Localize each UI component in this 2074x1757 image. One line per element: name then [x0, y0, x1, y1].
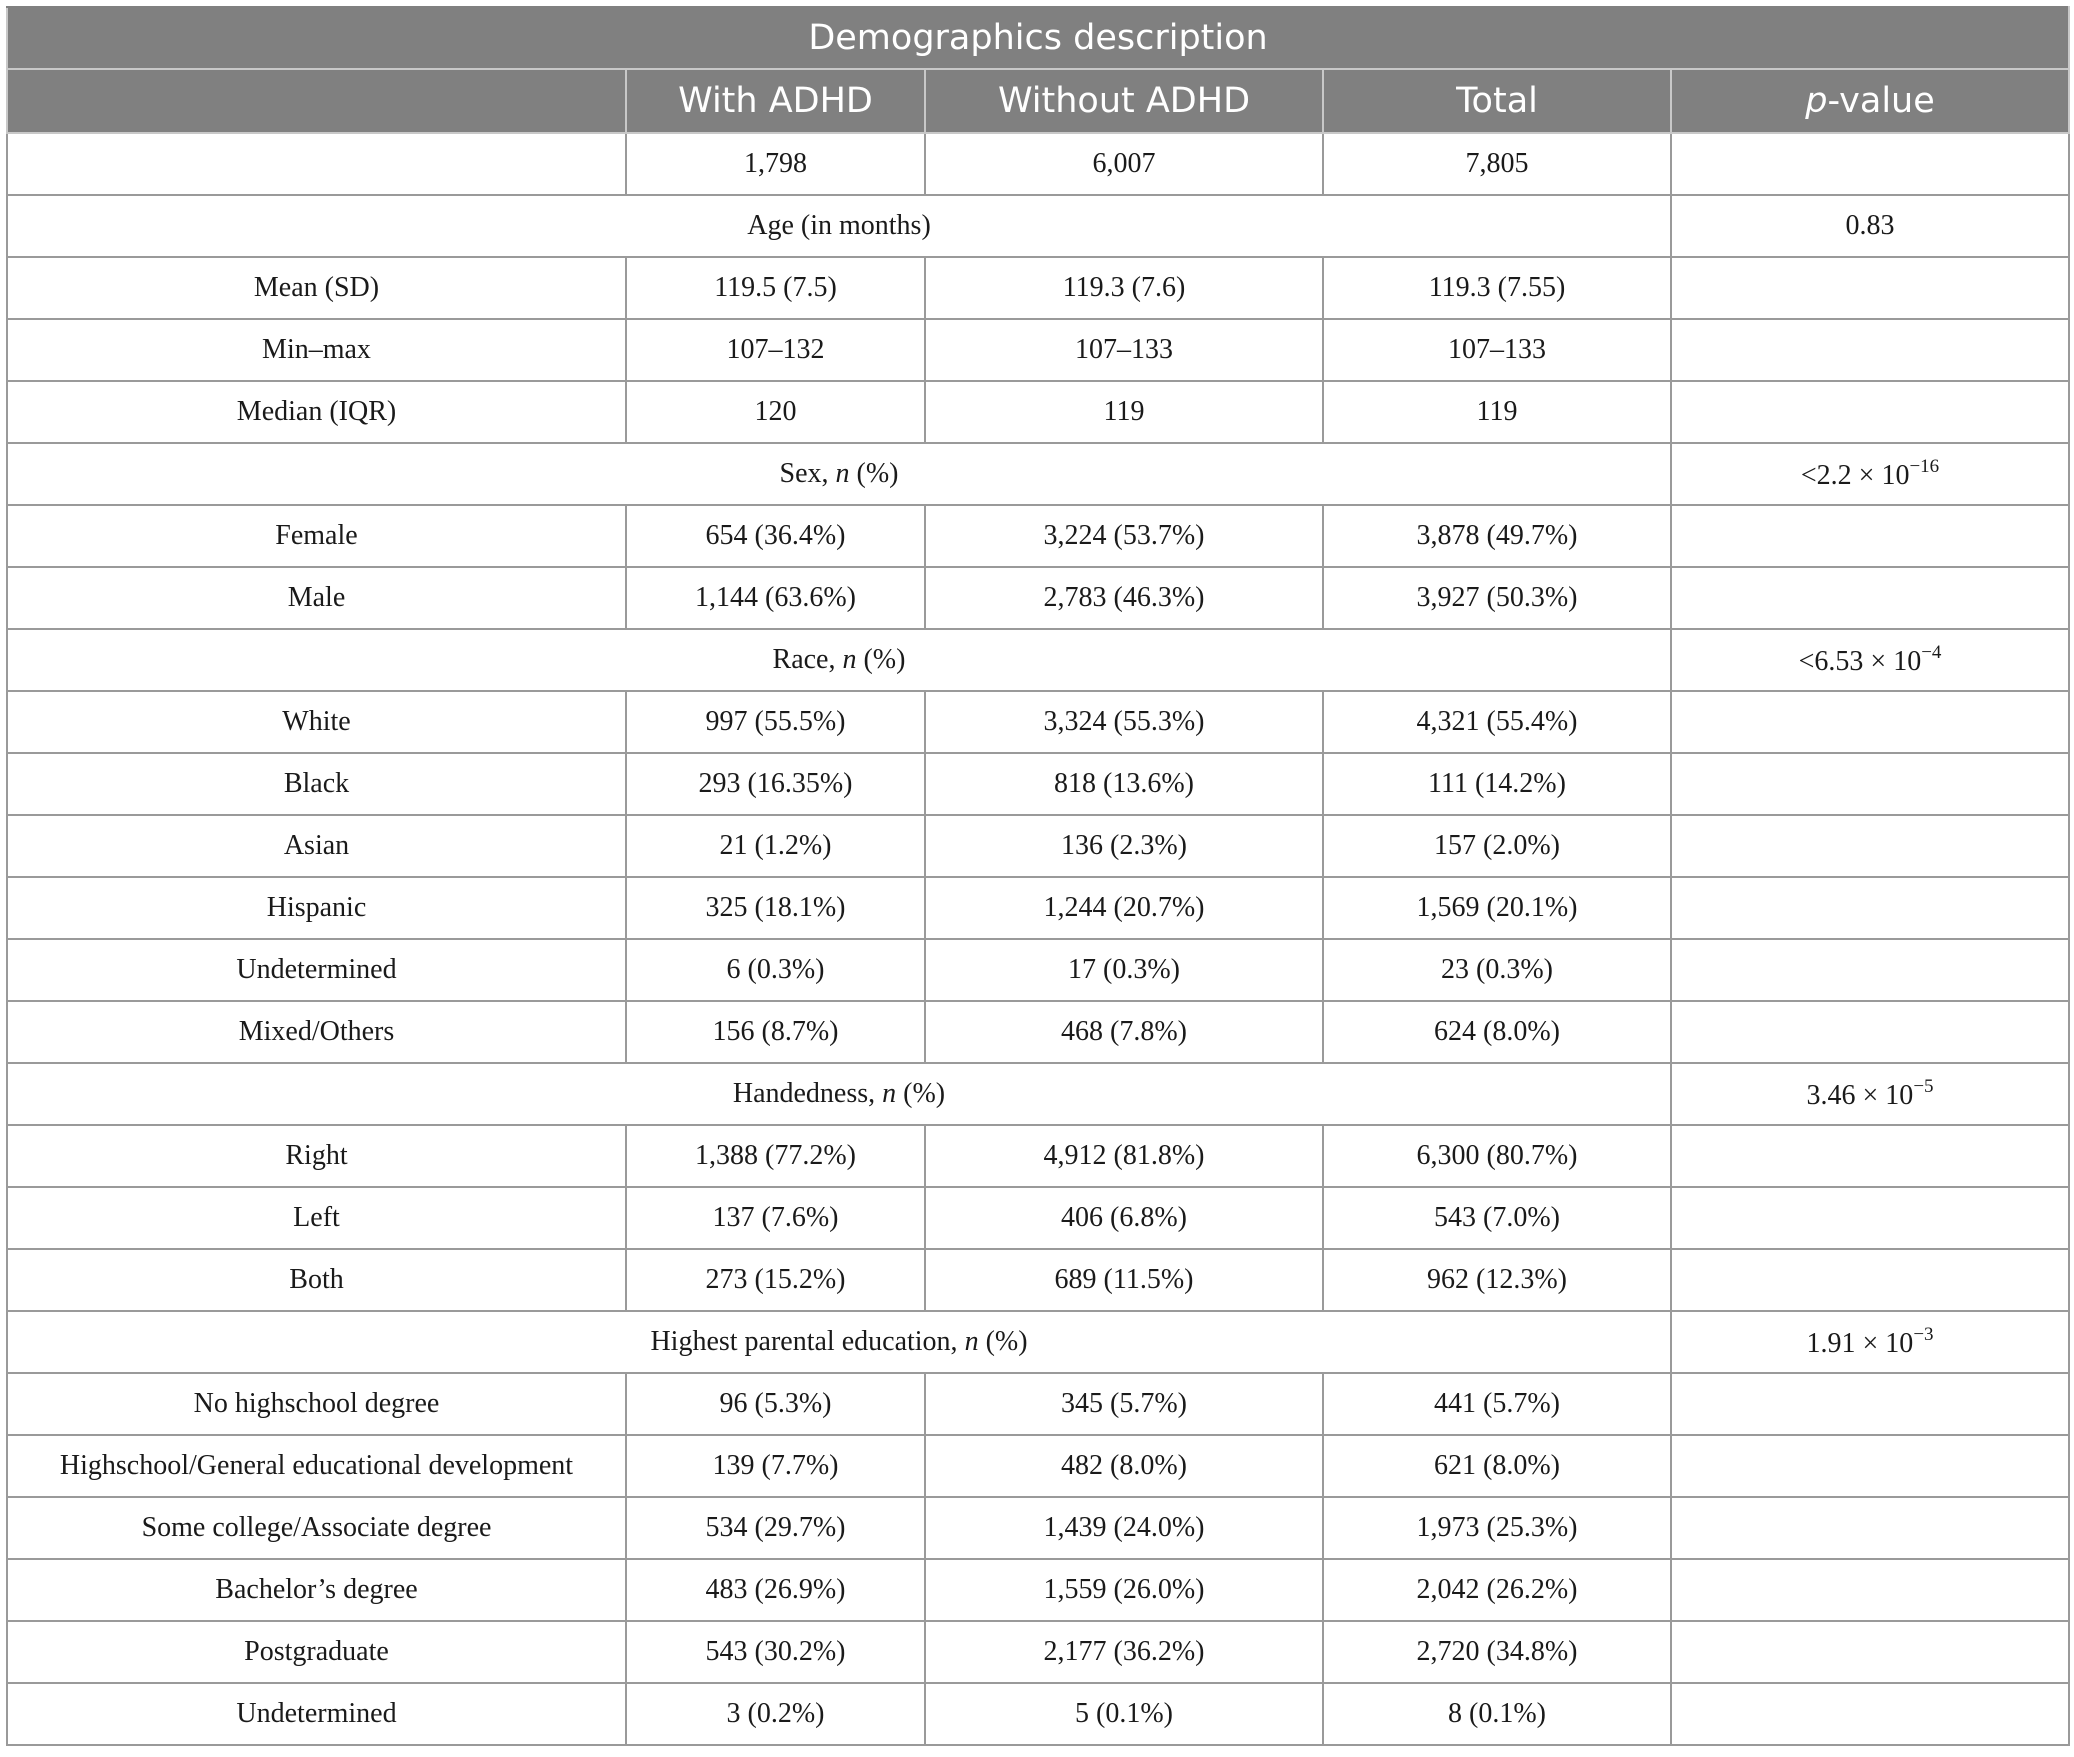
count-label-cell [7, 133, 626, 195]
cell-with-adhd: 543 (30.2%) [626, 1621, 925, 1683]
section-label [7, 629, 1671, 691]
cell-total: 2,720 (34.8%) [1323, 1621, 1671, 1683]
cell-without-adhd: 345 (5.7%) [925, 1373, 1323, 1435]
cell-without-adhd: 482 (8.0%) [925, 1435, 1323, 1497]
section-label-text: Age (in months) [747, 210, 931, 241]
table-row [7, 1187, 2069, 1249]
cell-total: 111 (14.2%) [1323, 753, 1671, 815]
table-row [7, 1125, 2069, 1187]
cell-with-adhd: 96 (5.3%) [626, 1373, 925, 1435]
cell-without-adhd: 4,912 (81.8%) [925, 1125, 1323, 1187]
row-label: No highschool degree [7, 1373, 626, 1435]
row-label: Bachelor’s degree [7, 1559, 626, 1621]
cell-without-adhd: 3,324 (55.3%) [925, 691, 1323, 753]
p-value: 0.83 [1845, 210, 1895, 241]
table-title: Demographics description [7, 7, 2069, 69]
table-row [7, 753, 2069, 815]
row-label: Both [7, 1249, 626, 1311]
row-label: Highschool/General educational development [7, 1435, 626, 1497]
table-row [7, 877, 2069, 939]
section-label-text: Race, [772, 644, 836, 675]
cell-without-adhd: 2,783 (46.3%) [925, 567, 1323, 629]
table-row [7, 1559, 2069, 1621]
cell-with-adhd: 137 (7.6%) [626, 1187, 925, 1249]
count-without-adhd: 6,007 [925, 133, 1323, 195]
p-value-exponent: −4 [1921, 642, 1942, 663]
cell-without-adhd: 119.3 (7.6) [925, 257, 1323, 319]
section-label-suffix: (%) [903, 1078, 946, 1109]
cell-with-adhd: 654 (36.4%) [626, 505, 925, 567]
cell-with-adhd: 483 (26.9%) [626, 1559, 925, 1621]
table-row [7, 1373, 2069, 1435]
cell-with-adhd: 21 (1.2%) [626, 815, 925, 877]
table-row [7, 815, 2069, 877]
row-label: Black [7, 753, 626, 815]
row-label: Female [7, 505, 626, 567]
p-value-cell [1671, 1311, 2069, 1373]
row-label: Hispanic [7, 877, 626, 939]
cell-with-adhd: 107–132 [626, 319, 925, 381]
cell-without-adhd: 1,439 (24.0%) [925, 1497, 1323, 1559]
section-label [7, 1311, 1671, 1373]
cell-without-adhd: 406 (6.8%) [925, 1187, 1323, 1249]
cell-total: 621 (8.0%) [1323, 1435, 1671, 1497]
cell-without-adhd: 468 (7.8%) [925, 1001, 1323, 1063]
cell-p-value [1671, 257, 2069, 319]
row-label: Male [7, 567, 626, 629]
cell-total: 6,300 (80.7%) [1323, 1125, 1671, 1187]
cell-p-value [1671, 1373, 2069, 1435]
row-label: Some college/Associate degree [7, 1497, 626, 1559]
row-label: White [7, 691, 626, 753]
section-label-n: n [964, 1326, 979, 1357]
table-row [7, 257, 2069, 319]
section-row [7, 443, 2069, 505]
cell-with-adhd: 3 (0.2%) [626, 1683, 925, 1745]
cell-with-adhd: 273 (15.2%) [626, 1249, 925, 1311]
row-label: Asian [7, 815, 626, 877]
cell-total: 1,569 (20.1%) [1323, 877, 1671, 939]
header-label-column [7, 69, 626, 133]
section-label [7, 195, 1671, 257]
cell-with-adhd: 534 (29.7%) [626, 1497, 925, 1559]
row-label: Undetermined [7, 939, 626, 1001]
p-value-base: 3.46 × 10 [1806, 1080, 1914, 1111]
cell-total: 119.3 (7.55) [1323, 257, 1671, 319]
cell-p-value [1671, 1001, 2069, 1063]
section-row [7, 1311, 2069, 1373]
cell-p-value [1671, 939, 2069, 1001]
table-container [6, 6, 2068, 1746]
section-label [7, 443, 1671, 505]
table-row [7, 567, 2069, 629]
table-body [7, 133, 2069, 1745]
p-value-base: <2.2 × 10 [1800, 460, 1910, 491]
section-label-n: n [835, 458, 850, 489]
cell-with-adhd: 156 (8.7%) [626, 1001, 925, 1063]
cell-p-value [1671, 815, 2069, 877]
cell-without-adhd: 2,177 (36.2%) [925, 1621, 1323, 1683]
cell-total: 157 (2.0%) [1323, 815, 1671, 877]
cell-without-adhd: 1,244 (20.7%) [925, 877, 1323, 939]
cell-total: 1,973 (25.3%) [1323, 1497, 1671, 1559]
cell-total: 2,042 (26.2%) [1323, 1559, 1671, 1621]
cell-with-adhd: 1,388 (77.2%) [626, 1125, 925, 1187]
cell-without-adhd: 5 (0.1%) [925, 1683, 1323, 1745]
cell-p-value [1671, 1621, 2069, 1683]
table-row [7, 939, 2069, 1001]
p-value-exponent: −3 [1913, 1324, 1934, 1345]
cell-with-adhd: 997 (55.5%) [626, 691, 925, 753]
cell-p-value [1671, 1435, 2069, 1497]
cell-p-value [1671, 567, 2069, 629]
cell-p-value [1671, 505, 2069, 567]
table-row [7, 691, 2069, 753]
header-row [7, 69, 2069, 133]
table-row [7, 319, 2069, 381]
cell-without-adhd: 1,559 (26.0%) [925, 1559, 1323, 1621]
cell-total: 3,927 (50.3%) [1323, 567, 1671, 629]
row-label: Mixed/Others [7, 1001, 626, 1063]
p-value-exponent: −5 [1913, 1076, 1934, 1097]
title-row [7, 7, 2069, 69]
header-total: Total [1323, 69, 1671, 133]
cell-with-adhd: 120 [626, 381, 925, 443]
header-p-suffix: -value [1827, 81, 1935, 121]
cell-with-adhd: 325 (18.1%) [626, 877, 925, 939]
count-row [7, 133, 2069, 195]
section-label-suffix: (%) [856, 458, 899, 489]
cell-total: 962 (12.3%) [1323, 1249, 1671, 1311]
row-label: Postgraduate [7, 1621, 626, 1683]
cell-with-adhd: 139 (7.7%) [626, 1435, 925, 1497]
row-label: Median (IQR) [7, 381, 626, 443]
table-row [7, 1621, 2069, 1683]
table-row [7, 1683, 2069, 1745]
cell-with-adhd: 6 (0.3%) [626, 939, 925, 1001]
header-p-value [1671, 69, 2069, 133]
cell-total: 3,878 (49.7%) [1323, 505, 1671, 567]
cell-p-value [1671, 381, 2069, 443]
cell-p-value [1671, 1559, 2069, 1621]
row-label: Right [7, 1125, 626, 1187]
p-value-base: <6.53 × 10 [1798, 646, 1922, 677]
p-value-cell [1671, 629, 2069, 691]
row-label: Mean (SD) [7, 257, 626, 319]
section-row [7, 1063, 2069, 1125]
count-p-cell [1671, 133, 2069, 195]
cell-without-adhd: 3,224 (53.7%) [925, 505, 1323, 567]
cell-without-adhd: 17 (0.3%) [925, 939, 1323, 1001]
section-row [7, 629, 2069, 691]
header-with-adhd: With ADHD [626, 69, 925, 133]
section-label-n: n [842, 644, 857, 675]
row-label: Undetermined [7, 1683, 626, 1745]
cell-total: 4,321 (55.4%) [1323, 691, 1671, 753]
cell-total: 23 (0.3%) [1323, 939, 1671, 1001]
table-row [7, 505, 2069, 567]
cell-with-adhd: 119.5 (7.5) [626, 257, 925, 319]
section-label-text: Highest parental education, [650, 1326, 958, 1357]
cell-p-value [1671, 753, 2069, 815]
cell-p-value [1671, 877, 2069, 939]
section-label-text: Handedness, [732, 1078, 876, 1109]
table-row [7, 1497, 2069, 1559]
p-value-cell [1671, 1063, 2069, 1125]
cell-with-adhd: 293 (16.35%) [626, 753, 925, 815]
row-label: Min–max [7, 319, 626, 381]
cell-p-value [1671, 691, 2069, 753]
header-p-italic: p [1805, 81, 1828, 121]
section-label-text: Sex, [779, 458, 829, 489]
table-row [7, 381, 2069, 443]
p-value-exponent: −16 [1909, 456, 1940, 477]
cell-total: 107–133 [1323, 319, 1671, 381]
cell-p-value [1671, 1683, 2069, 1745]
table-row [7, 1435, 2069, 1497]
table-row [7, 1001, 2069, 1063]
cell-p-value [1671, 1249, 2069, 1311]
row-label: Left [7, 1187, 626, 1249]
cell-total: 119 [1323, 381, 1671, 443]
cell-p-value [1671, 319, 2069, 381]
cell-with-adhd: 1,144 (63.6%) [626, 567, 925, 629]
cell-p-value [1671, 1125, 2069, 1187]
count-total: 7,805 [1323, 133, 1671, 195]
p-value-base: 1.91 × 10 [1806, 1328, 1914, 1359]
table-row [7, 1249, 2069, 1311]
cell-total: 8 (0.1%) [1323, 1683, 1671, 1745]
cell-total: 543 (7.0%) [1323, 1187, 1671, 1249]
cell-total: 441 (5.7%) [1323, 1373, 1671, 1435]
header-without-adhd: Without ADHD [925, 69, 1323, 133]
p-value-cell [1671, 195, 2069, 257]
cell-without-adhd: 689 (11.5%) [925, 1249, 1323, 1311]
cell-total: 624 (8.0%) [1323, 1001, 1671, 1063]
section-row [7, 195, 2069, 257]
cell-without-adhd: 818 (13.6%) [925, 753, 1323, 815]
cell-p-value [1671, 1497, 2069, 1559]
cell-without-adhd: 119 [925, 381, 1323, 443]
cell-without-adhd: 107–133 [925, 319, 1323, 381]
p-value-cell [1671, 443, 2069, 505]
count-with-adhd: 1,798 [626, 133, 925, 195]
demographics-table [6, 6, 2070, 1746]
cell-without-adhd: 136 (2.3%) [925, 815, 1323, 877]
section-label-n: n [882, 1078, 897, 1109]
section-label-suffix: (%) [863, 644, 906, 675]
cell-p-value [1671, 1187, 2069, 1249]
section-label [7, 1063, 1671, 1125]
section-label-suffix: (%) [985, 1326, 1028, 1357]
